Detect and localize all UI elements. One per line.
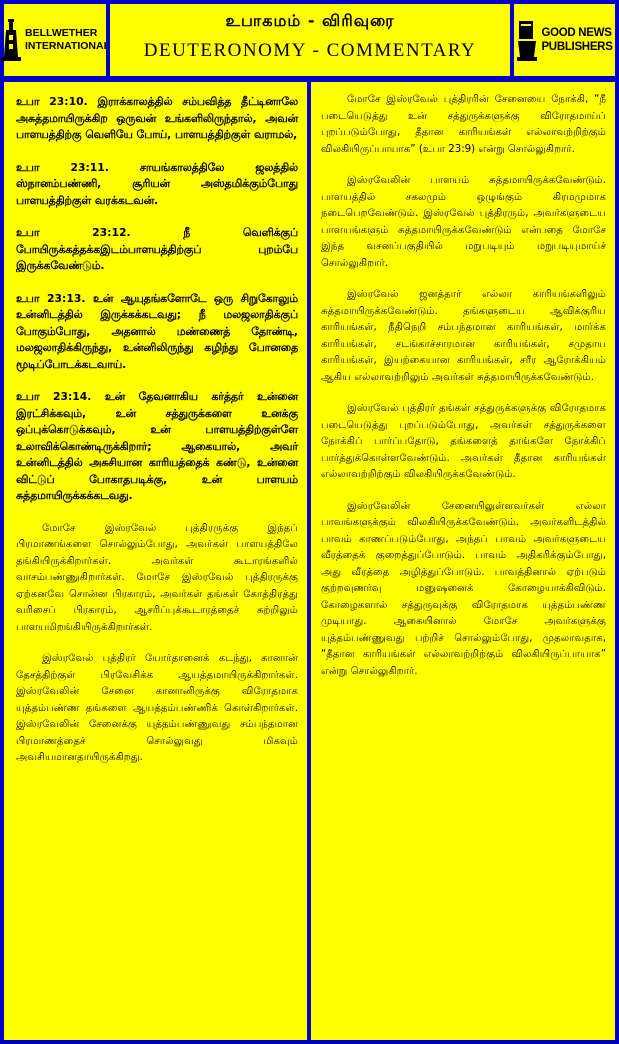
title-banner [110, 4, 510, 76]
logo-right-line1: GOOD NEWS [541, 27, 612, 39]
right-column [311, 82, 615, 1040]
verse-23-12: உபா 23:12. நீ வெளிக்குப் போயிருக்கத்தக்கஇடம்பாளயத்திற்குப் புறம்பே இருக்கவேண்டும். [16, 226, 298, 272]
title-english: DEUTERONOMY - COMMENTARY [143, 40, 477, 61]
commentary-paragraph: இஸ்ரவேலின் பாளயம் சுத்தமாயிருக்கவேண்டும். பாளயத்தில் சகலமும் ஒழுங்கும் கிரமமுமாக நடைபெறவேண்டும். இஸ்ரவேல் புத்திரரும், அவர்களுடைய பாளயங்களும் சுத்தமாயிருக்கவேண்டும் என்பதை மோசே இந்த வசனப்பகுதியில் மறுபடியும் மறுபடியுமாய்ச் சொல்லுகிறார். [321, 175, 606, 269]
bellwether-logo [4, 4, 110, 76]
good-news-logo [514, 4, 615, 76]
commentary-paragraph: இஸ்ரவேல் புத்திரர் யோர்தானைக் கடந்து, கானான் தேசத்திற்குள் பிரவேசிக்க ஆயத்தமாயிருக்கிறார்கள். இஸ்ரவேலின் சேனை கானானிருக்கு விரோதமாக யுத்தம்பண்ண தங்களை ஆயத்தம்பண்ணிக் கொள்கிறார்கள். இஸ்ரவேலின் சேனைக்கு யுத்தம்பண்ணுவது சம்பந்தமான பிரமாணத்தைச் சொல்லுவது மிகவும் அவசியமானதாயிருக்கிறது. [16, 653, 298, 763]
verse-23-14: உபா 23:14. உன் தேவனாகிய கர்த்தர் உன்னை இரட்சிக்கவும், உன் சத்துருக்களை உனக்கு ஒப்புக்கொடுக்கவும், உன் பாளயத்திற்குள்ளே உலாவிக்கொண்டிருக்கிறார்; ஆகையால், அவர் உன்னிடத்தில் அசுசியான காரியத்தைக் கண்டு, உன்னை விட்டுப் போகாதபடிக்கு, உன் பாளயம் சுத்தமாயிருக்கக்கடவது. [16, 390, 298, 502]
logo-left-line1: BELLWETHER [25, 27, 98, 39]
verse-23-10: உபா 23:10. இராக்காலத்தில் சம்பவித்த தீட்டினாலே அசுத்தமாயிருக்கிற ஒருவன் உங்களிலிருந்தால், அவன் பாளயத்திற்கு வெளியே போய், பாளயத்திற்குள் வராமல், [16, 95, 298, 141]
book-icon [516, 17, 538, 63]
commentary-paragraph: இஸ்ரவேல் ஜனத்தார் எல்லா காரியங்களிலும் சுத்தமாயிருக்கவேண்டும். தங்களுடைய ஆவிக்குரிய காரியங்கள், நீதிநெறி சம்பந்தமான காரியங்கள், மார்க்க காரியங்கள், சடங்காச்சாரமான காரியங்கள், சமுதாய காரியங்கள், இயற்கையான காரியங்கள், சரீர ஆரோக்கியம் ஆகிய எல்லாவற்றிலும் அவர்கள் சுத்தமாயிருக்கவேண்டும். [321, 289, 606, 383]
verse-23-11: உபா 23:11. சாயங்காலத்திலே ஜலத்தில் ஸ்நானம்பண்ணி, சூரியன் அஸ்தமிக்கும்போது பாளயத்திற்குள் வரக்கடவன். [16, 160, 298, 207]
commentary-paragraph: இஸ்ரவேல் புத்திரர் தங்கள் சத்துருக்களுக்கு விரோதமாக படையெடுத்து புறப்படும்போது, அவர்கள் சத்துருக்களை நோக்கிப் பார்ப்பதோடு, தங்களைத் தாங்களே நோக்கிப் பார்த்துக்கொள்ளவேண்டும். அவர்கள் தீதான காரியங்கள் எல்லாவற்றிற்கும் விலகியிருக்கவேண்டும். [321, 403, 606, 480]
tower-icon [0, 17, 22, 63]
commentary-paragraph: மோசே இஸ்ரவேல் புத்திரருக்கு இந்தப் பிரமாணங்களை சொல்லும்போது, அவர்கள் பாளயத்திலே தங்கியிருக்கிறார்கள். அவர்கள் கூடாரங்களில் வாசம்பண்ணுகிறார்கள். மோசே இஸ்ரவேல் புத்திரருக்கு ஏற்கனவே சொன்ன பிரகாரம், அவர்கள் தங்கள் கோத்திரத்து வரிசைப் பிரகாரம், ஆசரிப்புக்கூடாரத்தைச் சுற்றிலும் பாளயமிறங்கியிருக்கிறார்கள். [16, 522, 298, 633]
logo-right-line2: PUBLISHERS [541, 41, 613, 53]
verse-23-13: உபா 23:13. உன் ஆயுதங்களோடே ஒரு சிறுகோலும் உன்னிடத்தில் இருக்கக்கடவது; நீ மலஜலாதிக்குப் போகும்போது, அதனால் மண்ணைத் தோண்டி, மலஜலாதிக்கிருந்து, உன்னிலிருந்து கழிந்து போனதை மூடிப்போடக்கடவாய். [16, 291, 298, 371]
commentary-paragraph: இஸ்ரவேலின் சேனையிலுள்ளவர்கள் எல்லா பாவங்களுக்கும் விலகியிருக்கவேண்டும். அவர்களிடத்தில் பாவம் காணப்படும்போது, அந்தப் பாவம் அவர்களுடைய வீரத்தைக் குறைத்துப்போடும். பாவம் அதிகரிக்கும்போது, அது வீரத்தை அழித்துப்போடும். பாவத்தினால் ஏற்படும் குற்றவுணர்வு மனுஷனைக் கோழையாக்கிவிடும். கோழைகளால் சத்துருவுக்கு விரோதமாக யுத்தம்பண்ண முடியாது. ஆகையினால் மோசே அவர்களுக்கு யுத்தம்பண்ணுவது பற்றிச் சொல்லும்போது, முதலாவதாக, “தீதான காரியங்கள் எல்லாவற்றிற்கும் விலகியிருப்பாயாக” என்று சொல்லுகிறார். [321, 500, 606, 677]
logo-left-line2: INTERNATIONAL [25, 40, 110, 52]
left-column [4, 82, 307, 1040]
title-tamil: உபாகமம் - விரிவுரை [225, 11, 395, 30]
commentary-paragraph: மோசே இஸ்ரவேல் புத்திரரின் சேனையை நோக்கி, “நீ படையெடுத்து உன் சத்துருக்களுக்கு விரோதமாய்ப் புறப்படும்போது, தீதான காரியங்கள் எல்லாவற்றிற்கும் விலகியிருப்பாயாக” (உபா 23:9) என்று சொல்லுகிறார். [321, 94, 606, 155]
